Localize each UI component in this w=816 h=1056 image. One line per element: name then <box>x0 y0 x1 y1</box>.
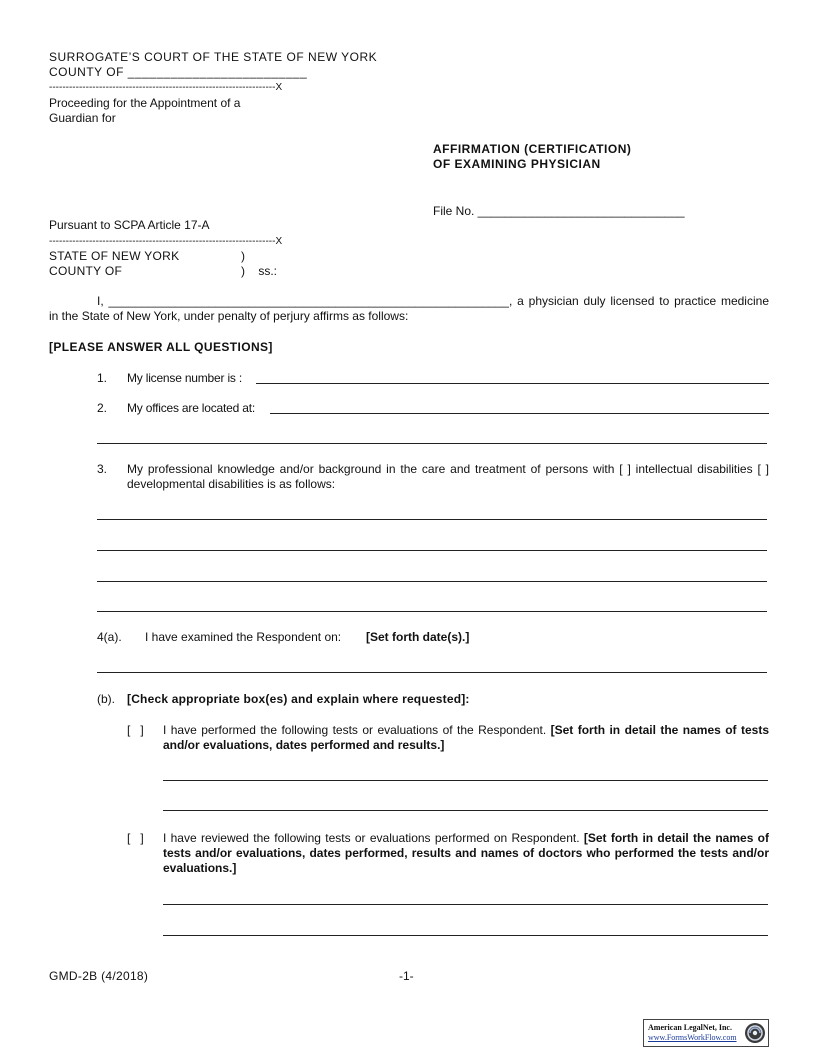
court-name: SURROGATE’S COURT OF THE STATE OF NEW YORK <box>49 50 378 64</box>
exam-date-input[interactable] <box>97 672 767 673</box>
background-line-4[interactable] <box>97 611 767 612</box>
venue-paren: ) <box>241 249 245 263</box>
tests-performed-checkbox[interactable]: [ ] <box>127 723 144 737</box>
background-line-1[interactable] <box>97 519 767 520</box>
background-line-3[interactable] <box>97 581 767 582</box>
venue-ss: ) ss.: <box>241 264 277 278</box>
venue-county: COUNTY OF <box>49 264 123 278</box>
tests-reviewed-text <box>163 831 769 876</box>
question-2-number: 2. <box>97 401 108 415</box>
question-1-number: 1. <box>97 371 108 385</box>
venue-state: STATE OF NEW YORK <box>49 249 180 263</box>
question-3-number: 3. <box>97 462 108 476</box>
tests-reviewed-line-2[interactable] <box>163 935 768 936</box>
tests-reviewed-instruction: [Set forth in detail the names of tests and/or evaluations, dates performed, results and names of doctors who performed the tests and/or evaluations.] <box>163 831 769 875</box>
tests-performed-text <box>163 723 769 753</box>
proceeding-line-2: Guardian for <box>49 111 116 125</box>
office-address-input[interactable] <box>270 413 769 414</box>
intro-paragraph: I, ____________________________________________________________, a physician duly licensed to practice medicine in the State of New York, under penalty of perjury affirms as follows: <box>49 294 769 323</box>
file-number-field[interactable]: File No. _______________________________ <box>433 204 685 218</box>
tests-performed-instruction: [Set forth in detail the names of tests and/or evaluations, dates performed and results.] <box>163 723 769 752</box>
caption-separator-bottom: --------------------------------------------------------------------X <box>49 236 283 247</box>
tests-reviewed-label: I have reviewed the following tests or evaluations performed on Respondent. <box>163 831 580 845</box>
question-4a-number: 4(a). <box>97 630 122 644</box>
question-4b-instruction: [Check appropriate box(es) and explain where requested]: <box>127 692 470 706</box>
question-2-label: My offices are located at: <box>127 401 255 415</box>
question-1-label: My license number is : <box>127 371 242 385</box>
question-4a-instruction: [Set forth date(s).] <box>366 630 470 644</box>
question-4b-number: (b). <box>97 692 115 706</box>
caption-separator-top: --------------------------------------------------------------------X <box>49 82 283 93</box>
logo-url-link[interactable]: www.FormsWorkFlow.com <box>648 1033 737 1042</box>
logo-company-name: American LegalNet, Inc. <box>648 1023 732 1032</box>
tests-performed-label: I have performed the following tests or evaluations of the Respondent. <box>163 723 547 737</box>
page-number: -1- <box>399 969 414 983</box>
tests-performed-line-2[interactable] <box>163 810 768 811</box>
pursuant-line: Pursuant to SCPA Article 17-A <box>49 218 210 232</box>
proceeding-line-1: Proceeding for the Appointment of a <box>49 96 241 110</box>
tests-performed-line-1[interactable] <box>163 780 768 781</box>
globe-icon <box>744 1022 766 1044</box>
question-3-text: My professional knowledge and/or background in the care and treatment of persons with [ ] intellectual disabilities [ ] developmental disabilities is as follows: <box>127 462 769 491</box>
background-line-2[interactable] <box>97 550 767 551</box>
instruction-heading: [PLEASE ANSWER ALL QUESTIONS] <box>49 340 273 354</box>
tests-reviewed-checkbox[interactable]: [ ] <box>127 831 144 845</box>
office-address-line-2[interactable] <box>97 443 767 444</box>
publisher-logo <box>643 1019 769 1047</box>
document-title-line-2: OF EXAMINING PHYSICIAN <box>433 157 601 171</box>
county-line: COUNTY OF _________________________ <box>49 65 308 79</box>
tests-reviewed-line-1[interactable] <box>163 904 768 905</box>
license-number-input[interactable] <box>256 383 769 384</box>
question-4a-label: I have examined the Respondent on: <box>145 630 342 644</box>
document-title-line-1: AFFIRMATION (CERTIFICATION) <box>433 142 632 156</box>
form-id: GMD-2B (4/2018) <box>49 969 149 983</box>
